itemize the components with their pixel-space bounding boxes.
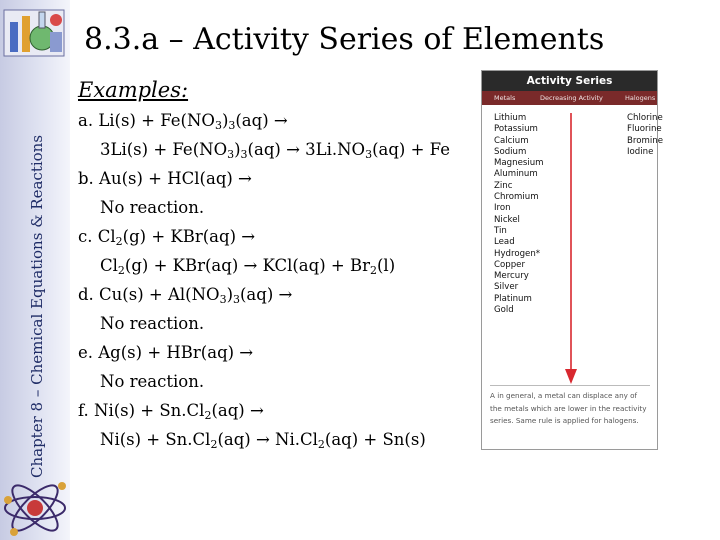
- activity-series-note: A in general, a metal can displace any of the metals which are lower in the reactivity series. Same rule is applied for halogens.: [490, 385, 650, 428]
- metal-item: Zinc: [494, 180, 513, 191]
- metal-item: Chromium: [494, 192, 539, 203]
- metal-item: Iron: [494, 203, 511, 214]
- metal-item: Calcium: [494, 135, 529, 146]
- metal-item: Copper: [494, 259, 525, 270]
- metal-item: Hydrogen*: [494, 248, 541, 259]
- metal-item: Sodium: [494, 146, 527, 157]
- example-e-question: e. Ag(s) + HBr(aq) →: [78, 343, 254, 362]
- example-c-question: c. $Cl_2(g) + KBr(aq)$ →: [78, 227, 256, 248]
- example-f-question: f. $Ni(s) + Sn.Cl_2(aq)$ →: [78, 401, 264, 422]
- halogen-item: Bromine: [627, 135, 663, 146]
- metals-column-header: Metals: [494, 94, 516, 102]
- example-e-answer: No reaction.: [100, 372, 205, 391]
- metal-item: Magnesium: [494, 158, 544, 169]
- examples-list: [78, 106, 450, 454]
- metal-item: Platinum: [494, 293, 532, 304]
- activity-series-table: [481, 70, 663, 450]
- atom-icon: [0, 470, 70, 540]
- metal-item: Mercury: [494, 271, 529, 282]
- example-b-answer: No reaction.: [100, 198, 205, 217]
- example-d-question: d. $Cu(s) + Al(NO_3)_3(aq)$ →: [78, 285, 293, 306]
- metal-item: Silver: [494, 282, 519, 293]
- metal-item: Lithium: [494, 113, 527, 123]
- slide-title: 8.3.a – Activity Series of Elements: [84, 22, 605, 57]
- decreasing-activity-arrow-icon: [564, 113, 578, 385]
- chapter-vertical-title: Chapter 8 – Chemical Equations & Reactions: [28, 134, 46, 478]
- halogens-list: [627, 113, 663, 158]
- example-a-answer: $3Li(s) + Fe(NO_3)_3(aq) \to 3Li.NO_3(aq) + Fe$: [100, 140, 450, 161]
- activity-series-column-headers: [482, 91, 657, 105]
- example-f-answer: $Ni(s) + Sn.Cl_2(aq) \to Ni.Cl_2(aq) + Sn(s)$: [100, 430, 426, 451]
- metal-item: Tin: [494, 225, 507, 236]
- metal-item: Nickel: [494, 214, 520, 225]
- activity-series-title: Activity Series: [482, 71, 657, 91]
- example-a-question: a. $Li(s) + Fe(NO_3)_3(aq)$ →: [78, 111, 288, 132]
- example-b-question: b. Au(s) + HCl(aq) →: [78, 169, 252, 188]
- metal-item: Aluminum: [494, 169, 538, 180]
- example-c-answer: $Cl_2(g) + KBr(aq) \to KCl(aq) + Br_2(l)$: [100, 256, 396, 277]
- chemistry-lab-icon: [2, 2, 66, 60]
- halogens-column-header: Halogens: [625, 94, 656, 102]
- decreasing-activity-header: Decreasing Activity: [540, 94, 603, 102]
- metal-item: Potassium: [494, 124, 538, 135]
- example-d-answer: No reaction.: [100, 314, 205, 333]
- metals-list: [494, 113, 544, 316]
- halogen-item: Fluorine: [627, 124, 662, 135]
- metal-item: Gold: [494, 305, 514, 316]
- halogen-item: Iodine: [627, 146, 654, 157]
- examples-heading: Examples:: [78, 78, 189, 102]
- metal-item: Lead: [494, 237, 515, 248]
- halogen-item: Chlorine: [627, 113, 663, 123]
